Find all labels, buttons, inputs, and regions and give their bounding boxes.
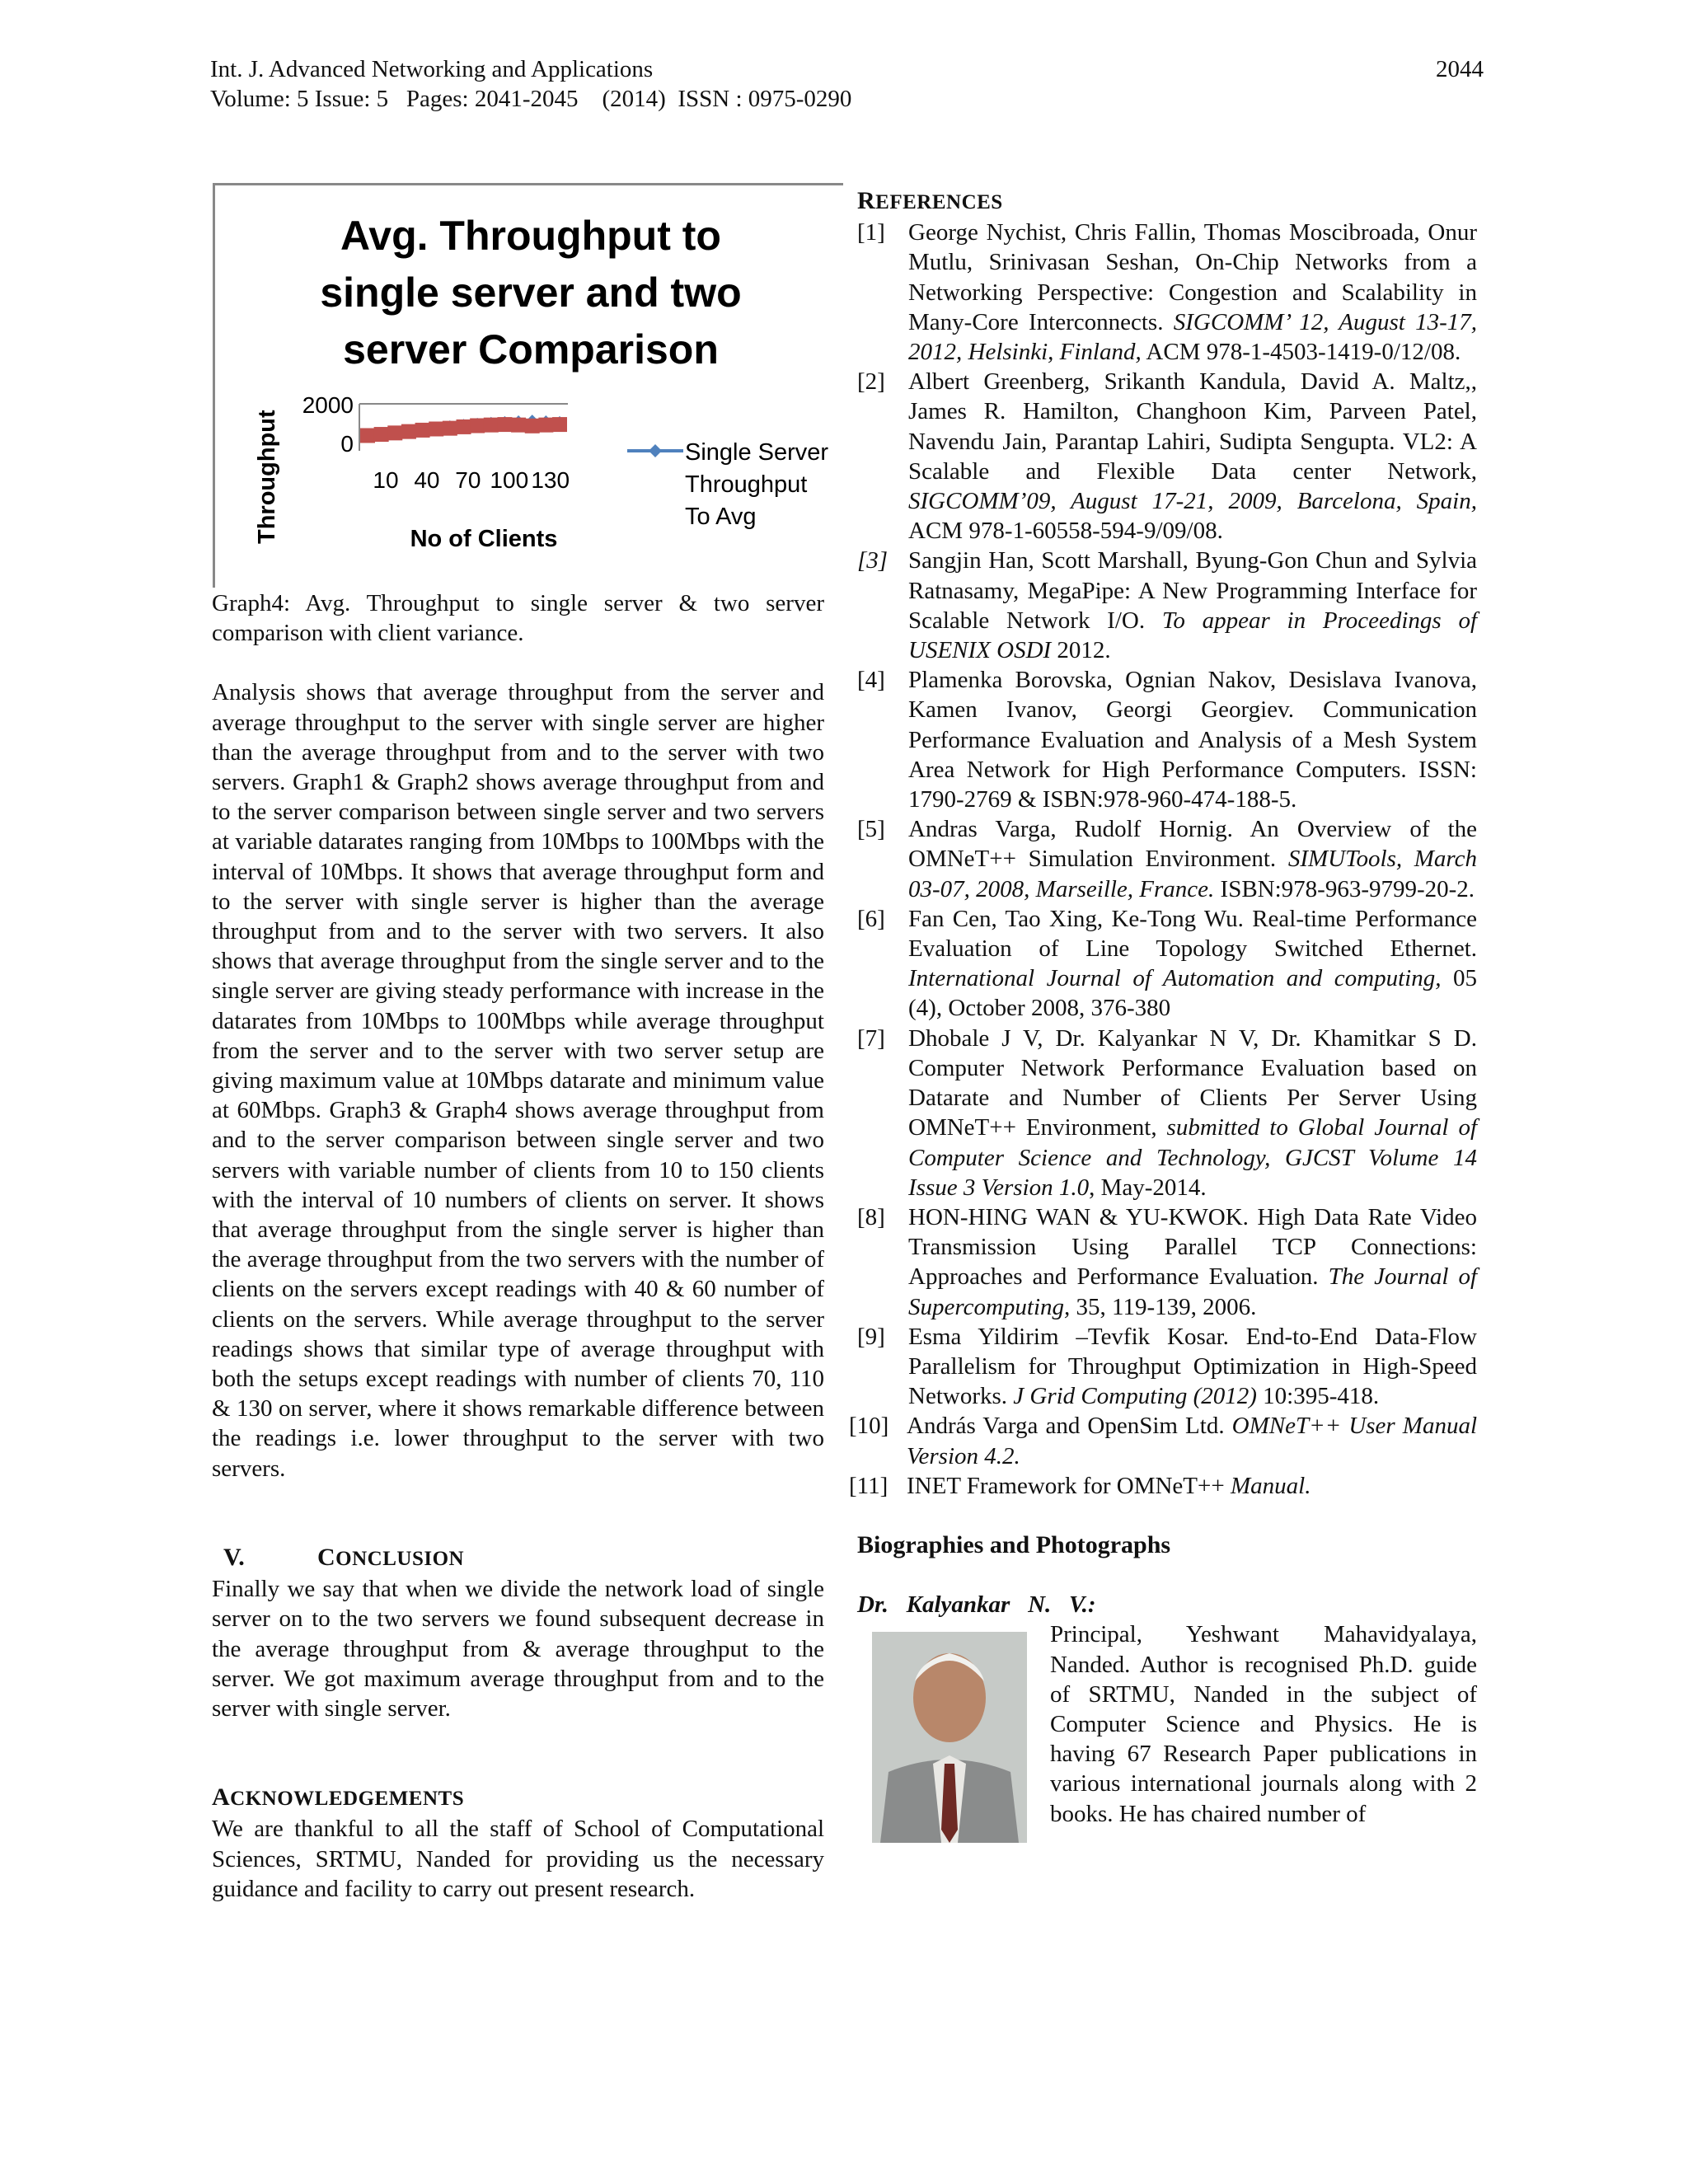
- reference-item: [857, 1024, 1477, 1202]
- reference-tail: 05 (4), October 2008, 376-380: [908, 965, 1477, 1022]
- reference-tail: 35, 119-139, 2006.: [1076, 1293, 1257, 1320]
- heading-rest: ONCLUSION: [335, 1547, 465, 1570]
- analysis-paragraph: Analysis shows that average throughput from the server and average throughput to the server with single server are higher than the average throughput from and to the server with two servers. Graph1 & Graph2 shows average throughput from and to the server comparison between single server and two servers at variable datarates ranging from 10Mbps to 100Mbps with the interval of 10Mbps. It shows that average throughput form and to the server with single server is higher than the average throughput from and to the server with two servers. It also shows that average throughput from the single server and to the single server are giving steady performance with increase in the datarates from 10Mbps to 100Mbps while average throughput from the server and to the server with two server setup are giving maximum value at 10Mbps datarate and minimum value at 60Mbps. Graph3 & Graph4 shows average throughput from and to the server comparison between single server and two servers with variable number of clients from 10 to 150 clients with the interval of 10 numbers of clients on server. It shows that average throughput from the single server is higher than the average throughput from the two servers with the number of clients on the servers except readings with 40 & 60 number of clients on the servers. While average throughput to the server readings shows that similar type of average throughput with both the setups except readings with number of clients 70, 110 & 130 on server, where it shows remarkable difference between the readings i.e. lower throughput to the server with two servers.: [212, 679, 824, 1482]
- reference-tail: ACM 978-1-60558-594-9/09/08.: [908, 518, 1223, 545]
- heading-rest: CKNOWLEDGEMENTS: [230, 1788, 465, 1811]
- plot-area: [359, 404, 568, 451]
- data-point: [429, 421, 443, 436]
- x-tick-label: 10: [373, 467, 399, 493]
- data-point: [387, 425, 402, 440]
- reference-number: [11]: [849, 1472, 889, 1499]
- reference-text: [908, 546, 1477, 665]
- reference-venue: To appear in Proceedings of USENIX OSDI: [908, 607, 1478, 664]
- legend-marker: [649, 444, 662, 457]
- acknowledgements-heading: [212, 1783, 824, 1814]
- reference-body: András Varga and OpenSim Ltd.: [907, 1413, 1225, 1440]
- chart-title-line-3: server Comparison: [343, 326, 719, 373]
- reference-item: [857, 814, 1477, 904]
- reference-text: [908, 1322, 1477, 1412]
- y-tick-label-top: 2000: [302, 392, 354, 418]
- reference-venue: International Journal of Automation and computing,: [908, 965, 1442, 992]
- data-point: [360, 428, 375, 443]
- data-point: [552, 417, 567, 432]
- reference-venue: J Grid Computing (2012): [1013, 1383, 1257, 1410]
- conclusion-heading: [212, 1543, 824, 1574]
- reference-body: George Nychist, Chris Fallin, Thomas Moscibroada, Onur Mutlu, Srinivasan Seshan, On-Chip Networks from a Networking Perspective: Congestion and Scalability in Many-Core Interconnects.: [908, 219, 1477, 335]
- conclusion-paragraph: Finally we say that when we divide the network load of single server on to the two servers we found subsequent decrease in the average throughput from & average throughput to the server. We got maximum average throughput from and to the server with single server.: [212, 1576, 824, 1722]
- legend-label-line-2: Throughput: [685, 471, 808, 498]
- author-photo: [872, 1632, 1027, 1843]
- reference-body: Fan Cen, Tao Xing, Ke-Tong Wu. Real-time Performance Evaluation of Line Topology Switched Ethernet.: [908, 905, 1477, 963]
- reference-body: Sangjin Han, Scott Marshall, Byung-Gon Chun and Sylvia Ratnasamy, MegaPipe: A New Programming Interface for Scalable Network I/O.: [908, 547, 1477, 634]
- reference-number: [1]: [857, 219, 885, 246]
- reference-tail: , May-2014.: [1089, 1174, 1207, 1201]
- reference-item: [857, 1322, 1477, 1412]
- reference-venue: OMNeT++ User Manual Version 4.2.: [907, 1413, 1478, 1469]
- reference-item: [849, 1411, 1478, 1470]
- chart-legend: [627, 439, 828, 530]
- data-point: [470, 419, 485, 434]
- reference-item: [857, 1202, 1477, 1322]
- reference-number: [6]: [857, 905, 885, 932]
- reference-body: Esma Yildirim –Tevfik Kosar. End-to-End Data-Flow Parallelism for Throughput Optimization in High-Speed Networks.: [908, 1323, 1477, 1410]
- reference-venue: submitted to Global Journal of Computer Science and Technology, GJCST Volume 14 Issue 3 Version 1.0: [908, 1114, 1477, 1201]
- reference-text: [907, 1471, 1477, 1501]
- biographies-heading: Biographies and Photographs: [857, 1530, 1171, 1558]
- biography-text: Principal, Yeshwant Mahavidyalaya, Nanded. Author is recognised Ph.D. guide of SRTMU, Nanded in the subject of Computer Science and Physics. He is having 67 Research Paper publications in various international journals along with 2 books. He has chaired number of: [1050, 1621, 1477, 1827]
- reference-body: INET Framework for OMNeT++: [907, 1472, 1225, 1499]
- x-tick-labels: [373, 467, 570, 493]
- x-axis-label: No of Clients: [410, 526, 558, 552]
- data-point: [374, 427, 389, 442]
- x-tick-label: 130: [531, 467, 570, 493]
- data-point: [484, 418, 499, 433]
- reference-item: [857, 367, 1477, 546]
- author-biography: [857, 1590, 1477, 1854]
- reference-number: [8]: [857, 1203, 885, 1230]
- journal-name: Int. J. Advanced Networking and Applications: [210, 56, 654, 82]
- reference-text: [907, 1411, 1477, 1470]
- legend-label-line-3: To Avg: [685, 504, 757, 530]
- reference-tail: 10:395-418.: [1263, 1383, 1380, 1410]
- x-tick-label: 70: [455, 467, 481, 493]
- reference-item: [857, 665, 1477, 814]
- reference-number: [9]: [857, 1323, 885, 1350]
- reference-body: HON-HING WAN & YU-KWOK. High Data Rate Video Transmission Using Parallel TCP Connections: Approaches and Performance Evaluation.: [908, 1203, 1477, 1291]
- section-number: V.: [223, 1543, 246, 1571]
- right-column: [849, 186, 1478, 1854]
- reference-list: [849, 218, 1478, 1501]
- data-point: [511, 418, 526, 433]
- reference-number: [3]: [857, 547, 889, 574]
- throughput-chart: [213, 183, 843, 588]
- reference-body: Plamenka Borovska, Ognian Nakov, Desislava Ivanova, Kamen Ivanov, Georgi Georgiev. Communication Performance Evaluation and Analysis of a Mesh System Area Network for High Performance Computers. ISSN: 1790-2769 & ISBN:978-960-474-188-5.: [908, 667, 1477, 813]
- data-point: [538, 418, 553, 433]
- data-point: [497, 417, 512, 432]
- reference-venue: The Journal of Supercomputing,: [908, 1263, 1478, 1320]
- heading-rest: EFERENCES: [875, 191, 1003, 213]
- running-header: [210, 54, 851, 114]
- reference-venue: SIMUTools, March 03-07, 2008, Marseille, France.: [908, 846, 1478, 902]
- reference-number: [2]: [857, 368, 885, 396]
- reference-venue: Manual.: [1230, 1472, 1311, 1499]
- x-tick-label: 40: [414, 467, 440, 493]
- heading-initial: A: [212, 1783, 231, 1811]
- legend-label-line-1: Single Server: [685, 439, 829, 466]
- reference-number: [10]: [849, 1413, 889, 1440]
- heading-initial: C: [317, 1543, 336, 1571]
- reference-tail: 2012.: [1057, 637, 1111, 664]
- reference-item: [857, 904, 1477, 1024]
- author-name: Dr. Kalyankar N. V.:: [857, 1591, 1096, 1619]
- reference-number: [7]: [857, 1024, 885, 1052]
- references-heading: [857, 186, 1477, 218]
- data-point: [401, 424, 416, 439]
- y-tick-label-bottom: 0: [340, 431, 354, 457]
- reference-text: [908, 1202, 1477, 1322]
- acknowledgements-paragraph: We are thankful to all the staff of School of Computational Sciences, SRTMU, Nanded for providing us the necessary guidance and facility to carry out present research.: [212, 1816, 824, 1902]
- reference-body: Andras Varga, Rudolf Hornig. An Overview of the OMNeT++ Simulation Environment.: [908, 816, 1477, 873]
- data-point: [415, 423, 430, 438]
- reference-item: [857, 218, 1477, 367]
- reference-item: [857, 546, 1477, 665]
- reference-tail: ISBN:978-963-9799-20-2.: [1220, 875, 1475, 902]
- reference-text: [908, 665, 1477, 814]
- reference-text: [908, 1024, 1477, 1202]
- reference-tail: ACM 978-1-4503-1419-0/12/08.: [1146, 339, 1461, 366]
- data-point: [443, 421, 457, 436]
- left-column: [212, 588, 824, 1904]
- reference-text: [908, 904, 1477, 1024]
- reference-item: [849, 1471, 1477, 1501]
- reference-number: [4]: [857, 667, 885, 694]
- heading-initial: R: [857, 187, 876, 214]
- page-number: 2044: [1436, 56, 1484, 82]
- reference-text: [908, 367, 1477, 546]
- reference-body: Dhobale J V, Dr. Kalyankar N V, Dr. Khamitkar S D. Computer Network Performance Evaluation based on Datarate and Number of Clients Per Server Using OMNeT++ Environment,: [908, 1024, 1477, 1141]
- chart-title-line-1: Avg. Throughput to: [340, 213, 721, 259]
- reference-body: Albert Greenberg, Srikanth Kandula, David A. Maltz,, James R. Hamilton, Changhoon Kim, Parveen Patel, Navendu Jain, Parantap Lahiri, Sudipta Sengupta. VL2: A Scalable and Flexible Data center Network,: [908, 368, 1477, 485]
- chart-title-line-2: single server and two: [320, 269, 742, 316]
- reference-text: [908, 814, 1477, 904]
- reference-text: [908, 218, 1477, 367]
- graph-caption: Graph4: Avg. Throughput to single server & two server comparison with client variance.: [212, 590, 824, 647]
- data-point: [525, 419, 540, 434]
- volume-info: Volume: 5 Issue: 5 Pages: 2041-2045 (2014) ISSN : 0975-0290: [210, 86, 852, 112]
- data-point: [457, 419, 471, 434]
- reference-venue: SIGCOMM’09, August 17-21, 2009, Barcelona, Spain,: [908, 488, 1477, 515]
- reference-venue: SIGCOMM’ 12, August 13-17, 2012, Helsinki, Finland,: [908, 308, 1478, 366]
- reference-number: [5]: [857, 816, 885, 843]
- x-tick-label: 100: [490, 467, 529, 493]
- y-axis-label: Throughput: [254, 410, 280, 544]
